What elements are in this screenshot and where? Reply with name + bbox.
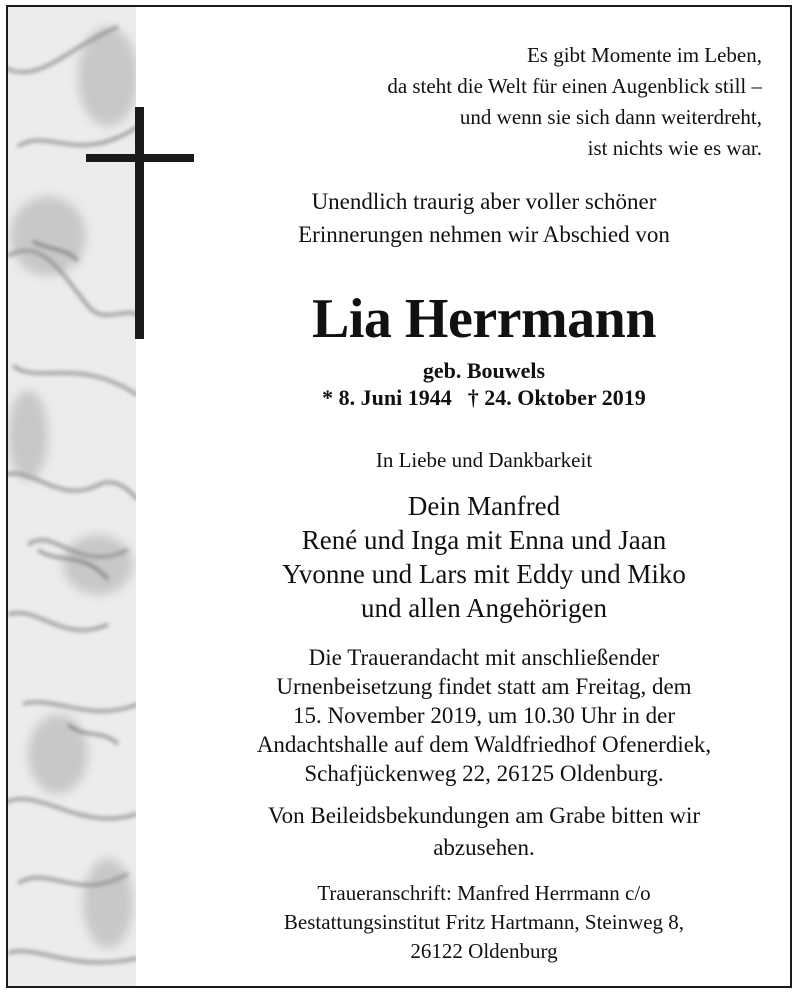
- intro-line: Unendlich traurig aber voller schöner: [311, 189, 657, 214]
- address-line: 26122 Oldenburg: [410, 939, 558, 963]
- service-line: Die Trauerandacht mit anschließender: [308, 645, 660, 670]
- family-line: Yvonne und Lars mit Eddy und Miko: [282, 559, 686, 589]
- intro-line: Erinnerungen nehmen wir Abschied von: [298, 222, 670, 247]
- address-line: Bestattungsinstitut Fritz Hartmann, Steinweg 8,: [283, 910, 685, 934]
- obituary-frame: [6, 5, 792, 988]
- quote-line: ist nichts wie es war.: [587, 136, 762, 160]
- family-line: René und Inga mit Enna und Jaan: [301, 525, 667, 555]
- family-line: Dein Manfred: [407, 491, 561, 521]
- dedication-text: In Liebe und Dankbarkeit: [375, 448, 593, 472]
- service-line: Andachtshalle auf dem Waldfriedhof Ofenerdiek,: [256, 732, 712, 757]
- quote-line: und wenn sie sich dann weiterdreht,: [459, 105, 762, 129]
- cross-icon: [135, 107, 144, 339]
- cross-icon-bar: [86, 154, 194, 162]
- quote-line: Es gibt Momente im Leben,: [526, 43, 762, 67]
- family-line: und allen Angehörigen: [361, 593, 607, 623]
- service-line: Urnenbeisetzung findet statt am Freitag, dem: [276, 674, 692, 699]
- death-date: † 24. Oktober 2019: [467, 385, 646, 410]
- condolences-line: abzusehen.: [433, 835, 535, 860]
- service-line: Schafjückenweg 22, 26125 Oldenburg.: [304, 761, 664, 786]
- service-line: 15. November 2019, um 10.30 Uhr in der: [293, 703, 675, 728]
- condolences-line: Von Beileidsbekundungen am Grabe bitten wir: [267, 803, 700, 828]
- quote-line: da steht die Welt für einen Augenblick still –: [387, 74, 762, 98]
- address-line: Traueranschrift: Manfred Herrmann c/o: [317, 881, 651, 905]
- maiden-name: geb. Bouwels: [422, 358, 546, 383]
- deceased-name: Lia Herrmann: [312, 288, 656, 350]
- birth-date: * 8. Juni 1944: [322, 385, 452, 410]
